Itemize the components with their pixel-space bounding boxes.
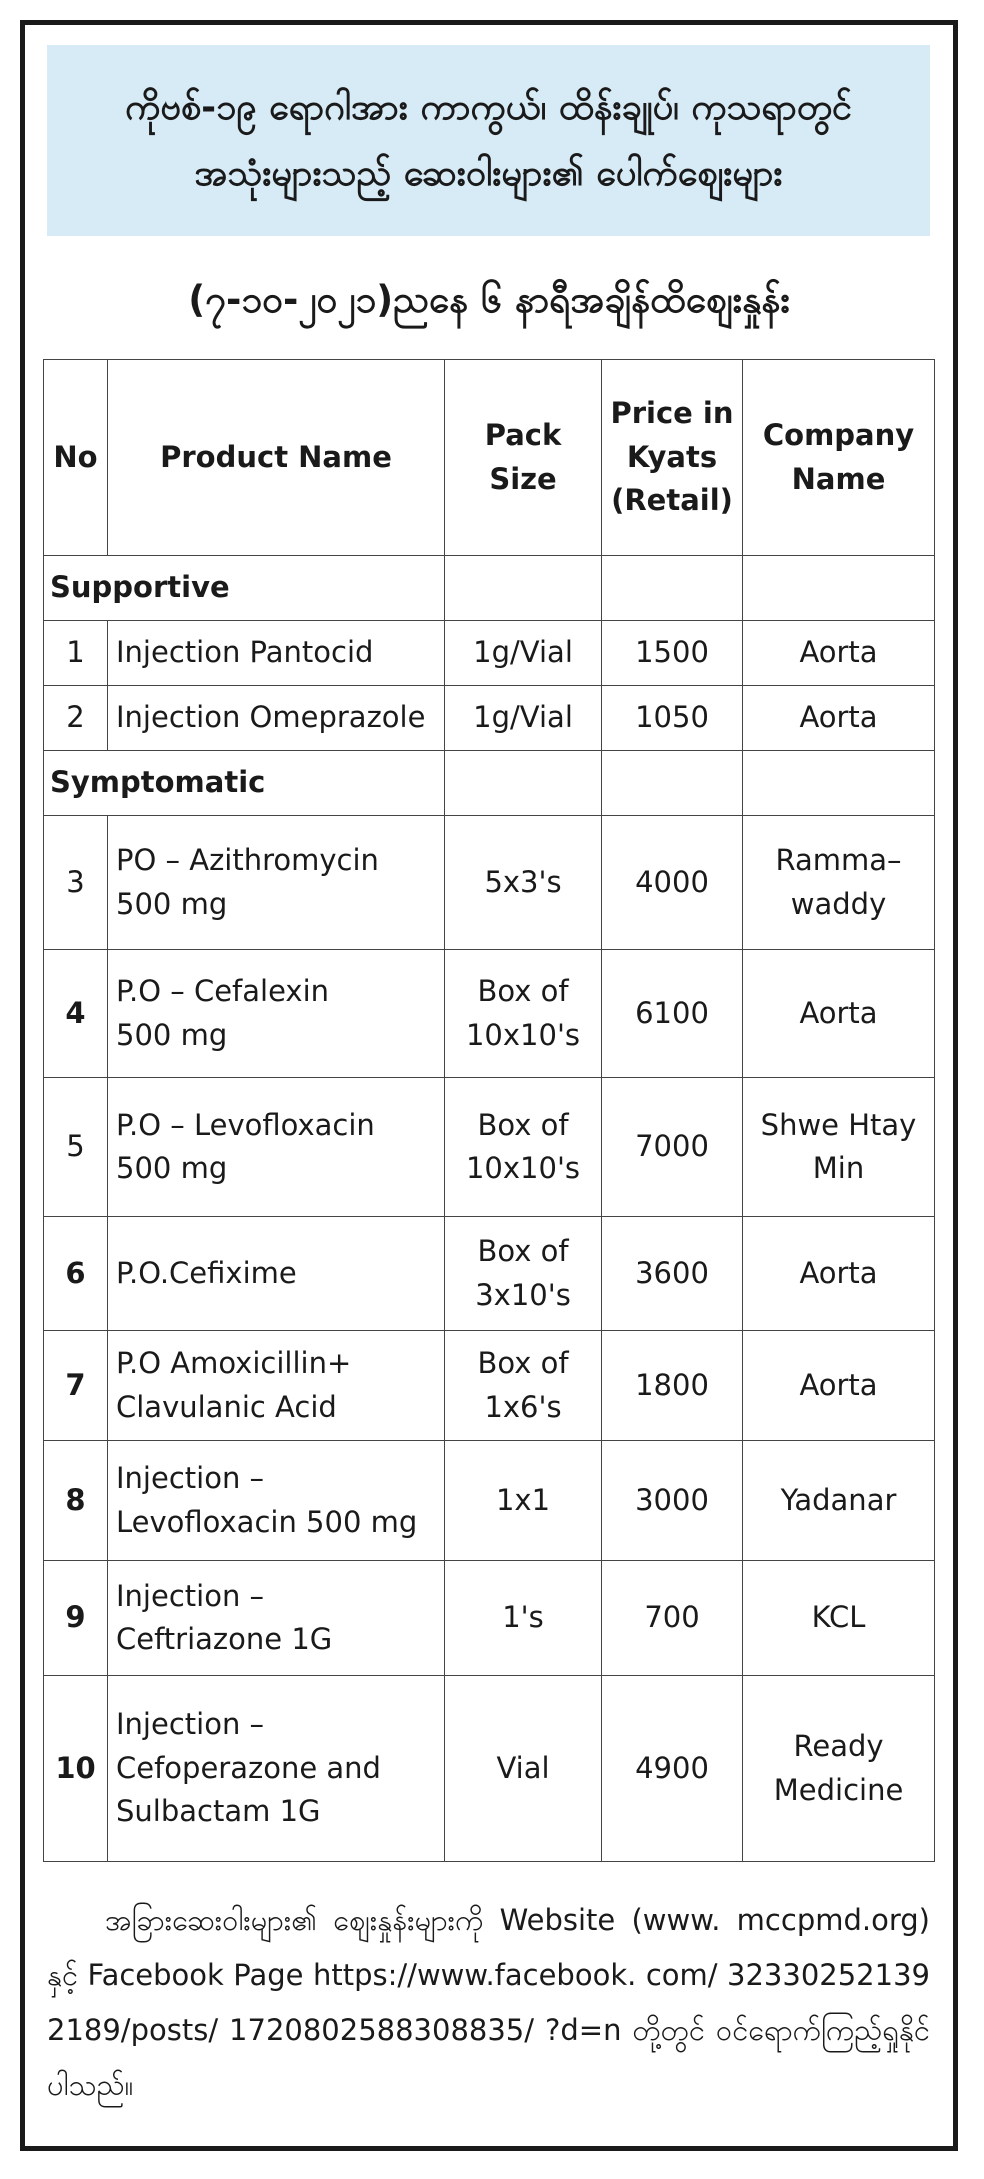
product-name-cell — [108, 621, 445, 686]
product-name-cell — [108, 1561, 445, 1676]
cell-line: P.O – Cefalexin — [116, 974, 330, 1008]
table-row — [44, 621, 935, 686]
company-name-cell — [743, 1217, 935, 1331]
cell-line: Min — [812, 1151, 865, 1185]
company-name-cell — [743, 1561, 935, 1676]
cell-line: 500 mg — [116, 886, 228, 921]
cell-line: P.O – Levofloxacin — [116, 1107, 375, 1142]
row-number: 4 — [44, 950, 108, 1078]
title-banner — [47, 45, 930, 236]
cell-line: 3x10's — [475, 1277, 571, 1312]
row-number: 10 — [44, 1676, 108, 1862]
row-number: 8 — [44, 1441, 108, 1561]
cell-line: Aorta — [799, 995, 878, 1030]
cell-line: Ceftriazone 1G — [116, 1622, 333, 1656]
header-no: No — [44, 360, 108, 556]
price-cell: 4000 — [602, 816, 743, 950]
cell-line: Sulbactam 1G — [116, 1794, 321, 1829]
footnote-website-info: အခြားဆေးဝါးများ၏ စျေးနှုန်းများကို Website (www. mccpmd.org) နှင့် Facebook Page https://www.facebook. com/ 32330252139 2189/posts/ 1720802588308835/ ?d=n တို့တွင် ဝင်ရောက်ကြည့်ရှုနိုင်ပါသည်။ — [47, 1903, 930, 2102]
title-line-2: အသုံးများသည့် ဆေးဝါးများ၏ ပေါက်စျေးများ — [194, 152, 783, 194]
cell-line: 500 mg — [116, 1017, 228, 1052]
cell-line: Injection – — [116, 1707, 265, 1742]
row-number: 2 — [44, 686, 108, 751]
empty-cell — [602, 556, 743, 621]
row-number: 1 — [44, 621, 108, 686]
row-number: 3 — [44, 816, 108, 950]
cell-line: Box of — [477, 1107, 569, 1142]
cell-line: Ready — [793, 1729, 884, 1763]
company-name-cell — [743, 686, 935, 751]
price-cell: 6100 — [602, 950, 743, 1078]
cell-line: Kyats — [626, 439, 718, 474]
company-name-cell — [743, 621, 935, 686]
cell-line: Company — [762, 418, 915, 452]
cell-line: Cefoperazone and — [116, 1750, 381, 1785]
empty-cell — [445, 751, 602, 816]
price-cell: 1050 — [602, 686, 743, 751]
cell-line: Name — [791, 461, 886, 496]
company-name-cell — [743, 1331, 935, 1441]
cell-line: KCL — [811, 1600, 866, 1635]
product-name-cell — [108, 1441, 445, 1561]
notice-frame — [20, 20, 958, 2151]
cell-line: 1x6's — [484, 1389, 562, 1424]
product-name-cell — [108, 1331, 445, 1441]
pack-size-cell — [445, 950, 602, 1078]
cell-line: Pack — [484, 418, 562, 452]
pack-size-cell — [445, 1331, 602, 1441]
section-label: Symptomatic — [44, 751, 445, 816]
price-cell: 3600 — [602, 1217, 743, 1331]
table-row — [44, 1441, 935, 1561]
cell-line: Box of — [477, 974, 569, 1008]
pack-size-cell — [445, 621, 602, 686]
section-label: Supportive — [44, 556, 445, 621]
pack-size-cell — [445, 1676, 602, 1862]
header-product-name: Product Name — [108, 360, 445, 556]
cell-line: 1g/Vial — [473, 635, 573, 670]
product-name-cell — [108, 1217, 445, 1331]
cell-line: Injection – — [116, 1578, 265, 1613]
header-company-name — [743, 360, 935, 556]
table-row — [44, 1217, 935, 1331]
price-cell: 1500 — [602, 621, 743, 686]
table-row — [44, 686, 935, 751]
product-name-cell — [108, 686, 445, 751]
cell-line: Shwe Htay — [760, 1107, 917, 1142]
header-pack-size — [445, 360, 602, 556]
product-name-cell — [108, 950, 445, 1078]
product-name-cell — [108, 1676, 445, 1862]
cell-line: 10x10's — [465, 1151, 581, 1185]
price-date-subtitle: (၇-၁၀-၂၀၂၁)ညနေ ၆ နာရီအချိန်ထိစျေးနှုန်း — [188, 278, 790, 321]
cell-line: Medicine — [773, 1772, 904, 1807]
pack-size-cell — [445, 1441, 602, 1561]
pack-size-cell — [445, 1078, 602, 1217]
company-name-cell — [743, 1078, 935, 1217]
cell-line: Injection Pantocid — [116, 635, 374, 670]
cell-line: Aorta — [799, 635, 878, 670]
title-line-1: ကိုဗစ်-၁၉ ရောဂါအား ကာကွယ်၊ ထိန်းချုပ်၊ ကုသရာတွင် — [125, 87, 852, 129]
cell-line: PO – Azithromycin — [116, 843, 379, 877]
section-row — [44, 556, 935, 621]
cell-line: 10x10's — [465, 1017, 581, 1052]
cell-line: Aorta — [799, 1255, 878, 1290]
cell-line: Yadanar — [780, 1482, 897, 1517]
cell-line: Box of — [477, 1346, 569, 1380]
row-number: 5 — [44, 1078, 108, 1217]
pack-size-cell — [445, 686, 602, 751]
pack-size-cell — [445, 1561, 602, 1676]
table-row — [44, 950, 935, 1078]
pack-size-cell — [445, 816, 602, 950]
cell-line: 1's — [502, 1600, 544, 1635]
cell-line: 1g/Vial — [473, 700, 573, 735]
medicine-price-table — [43, 359, 935, 1862]
row-number: 6 — [44, 1217, 108, 1331]
cell-line: 1x1 — [495, 1482, 551, 1517]
row-number: 7 — [44, 1331, 108, 1441]
pack-size-cell — [445, 1217, 602, 1331]
cell-line: Levofloxacin 500 mg — [116, 1504, 418, 1539]
cell-line: Price in — [610, 396, 734, 431]
cell-line: Box of — [477, 1234, 569, 1268]
price-cell: 3000 — [602, 1441, 743, 1561]
table-row — [44, 1331, 935, 1441]
cell-line: (Retail) — [611, 483, 733, 518]
cell-line: Size — [489, 461, 557, 496]
cell-line: Clavulanic Acid — [116, 1389, 337, 1424]
product-name-cell — [108, 816, 445, 950]
header-row — [44, 360, 935, 556]
company-name-cell — [743, 816, 935, 950]
table-row — [44, 1561, 935, 1676]
empty-cell — [602, 751, 743, 816]
price-cell: 1800 — [602, 1331, 743, 1441]
price-cell: 7000 — [602, 1078, 743, 1217]
cell-line: P.O.Cefixime — [116, 1255, 297, 1290]
company-name-cell — [743, 950, 935, 1078]
empty-cell — [743, 556, 935, 621]
cell-line: P.O Amoxicillin+ — [116, 1346, 352, 1380]
cell-line: Aorta — [799, 700, 878, 735]
product-name-cell — [108, 1078, 445, 1217]
price-cell: 4900 — [602, 1676, 743, 1862]
price-cell: 700 — [602, 1561, 743, 1676]
empty-cell — [743, 751, 935, 816]
company-name-cell — [743, 1441, 935, 1561]
section-row — [44, 751, 935, 816]
row-number: 9 — [44, 1561, 108, 1676]
cell-line: 5x3's — [484, 864, 562, 899]
cell-line: waddy — [790, 886, 887, 921]
table-row — [44, 1078, 935, 1217]
cell-line: Vial — [496, 1750, 550, 1785]
table-row — [44, 816, 935, 950]
cell-line: Injection Omeprazole — [116, 700, 426, 735]
empty-cell — [445, 556, 602, 621]
cell-line: Injection – — [116, 1461, 265, 1495]
cell-line: 500 mg — [116, 1151, 228, 1185]
cell-line: Ramma– — [775, 843, 902, 877]
cell-line: Aorta — [799, 1367, 878, 1402]
company-name-cell — [743, 1676, 935, 1862]
table-row — [44, 1676, 935, 1862]
header-price — [602, 360, 743, 556]
